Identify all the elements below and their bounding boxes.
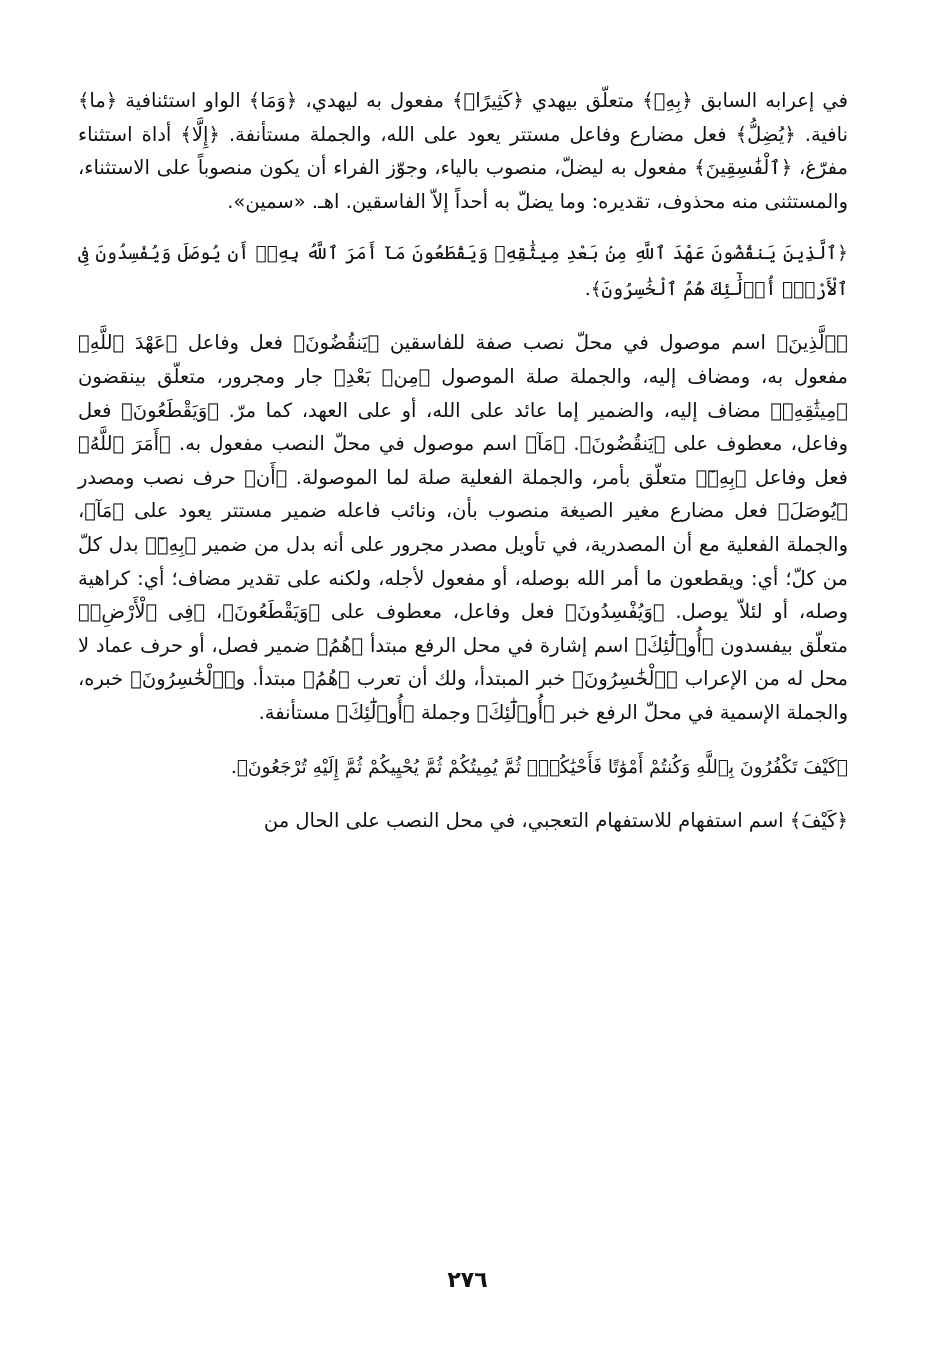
spacer	[78, 218, 848, 236]
quran-verse-27: ﴿ٱلَّذِينَ يَنقُضُونَ عَهْدَ ٱللَّهِ مِنۢ بَعْدِ مِيثَٰقِهِۦ وَيَقْطَعُونَ مَآ أَمَرَ ٱللَّهُ بِهِۦٓ أَن يُوصَلَ وَيُفْسِدُونَ فِى ٱلْأَرْضِۚ أُو۟لَٰٓئِكَ هُمُ ٱلْخَٰسِرُونَ﴾.	[78, 243, 848, 301]
page-body	[78, 84, 848, 837]
page-number: ٢٧٦	[447, 1268, 488, 1293]
paragraph-irab-verse-27: ﴿ٱلَّذِينَ﴾ اسم موصول في محلّ نصب صفة للفاسقين ﴿يَنقُضُونَ﴾ فعل وفاعل ﴿عَهْدَ ٱللَّهِ﴾ مفعول به، ومضاف إليه، والجملة صلة الموصول ﴿مِنۢ بَعْدِ﴾ جار ومجرور، متعلّق بينقضون ﴿مِيثَٰقِهِۦ﴾ مضاف إليه، والضمير إما عائد على الله، أو على العهد، كما مرّ. ﴿وَيَقْطَعُونَ﴾ فعل وفاعل، معطوف على ﴿يَنقُضُونَ﴾. ﴿مَآ﴾ اسم موصول في محلّ النصب مفعول به. ﴿أَمَرَ ٱللَّهُ﴾ فعل وفاعل ﴿بِهِۦٓ﴾ متعلّق بأمر، والجملة الفعلية صلة لما الموصولة. ﴿أَن﴾ حرف نصب ومصدر ﴿يُوصَلَ﴾ فعل مضارع مغير الصيغة منصوب بأن، ونائب فاعله ضمير مستتر يعود على ﴿مَآ﴾، والجملة الفعلية مع أن المصدرية، في تأويل مصدر مجرور على أنه بدل من ضمير ﴿بِهِۦٓ﴾ بدل كلّ من كلّ؛ أي: ويقطعون ما أمر الله بوصله، أو مفعول لأجله، ولكنه على تقدير مضاف؛ أي: كراهية وصله، أو لئلاّ يوصل. ﴿وَيُفْسِدُونَ﴾ فعل وفاعل، معطوف على ﴿وَيَقْطَعُونَ﴾، ﴿فِى ٱلْأَرْضِۚ﴾ متعلّق بيفسدون ﴿أُو۟لَٰٓئِكَ﴾ اسم إشارة في محل الرفع مبتدأ ﴿هُمُ﴾ ضمير فصل، أو حرف عماد لا محل له من الإعراب ﴿ٱلْخَٰسِرُونَ﴾ خبر المبتدأ، ولك أن تعرب ﴿هُمُ﴾ مبتدأ. و﴿ٱلْخَٰسِرُونَ﴾ خبره، والجملة الإسمية في محلّ الرفع خبر ﴿أُو۟لَٰٓئِكَ﴾ وجملة ﴿أُو۟لَٰٓئِكَ﴾ مستأنفة.	[78, 331, 848, 724]
quran-verse-28: ﴿كَيْفَ تَكْفُرُونَ بِٱللَّهِ وَكُنتُمْ أَمْوَٰتًا فَأَحْيَٰكُمْۖ ثُمَّ يُمِيتُكُمْ ثُمَّ يُحْيِيكُمْ ثُمَّ إِلَيْهِ تُرْجَعُونَ﴾.	[230, 756, 848, 778]
spacer	[78, 308, 848, 326]
paragraph-irab-verse-28: ﴿كَيْفَ﴾ اسم استفهام للاستفهام التعجبي، في محل النصب على الحال من	[263, 808, 848, 832]
spacer	[78, 730, 848, 750]
paragraph-irab-continuation: في إعرابه السابق ﴿بِهِۦ﴾ متعلّق بيهدي ﴿كَثِيرًاۚ﴾ مفعول به ليهدي، ﴿وَمَا﴾ الواو استئنافية ﴿ما﴾ نافية. ﴿يُضِلُّ﴾ فعل مضارع وفاعل مستتر يعود على الله، والجملة مستأنفة. ﴿إِلَّا﴾ أداة استثناء مفرّغ، ﴿ٱلْفَٰسِقِينَ﴾ مفعول به ليضلّ، منصوب بالياء، وجوّز الفراء أن يكون منصوباً على الاستثناء، والمستثنى منه محذوف، تقديره: وما يضلّ به أحداً إلاّ الفاسقين. اهـ. «سمين».	[78, 89, 848, 213]
spacer	[78, 786, 848, 804]
